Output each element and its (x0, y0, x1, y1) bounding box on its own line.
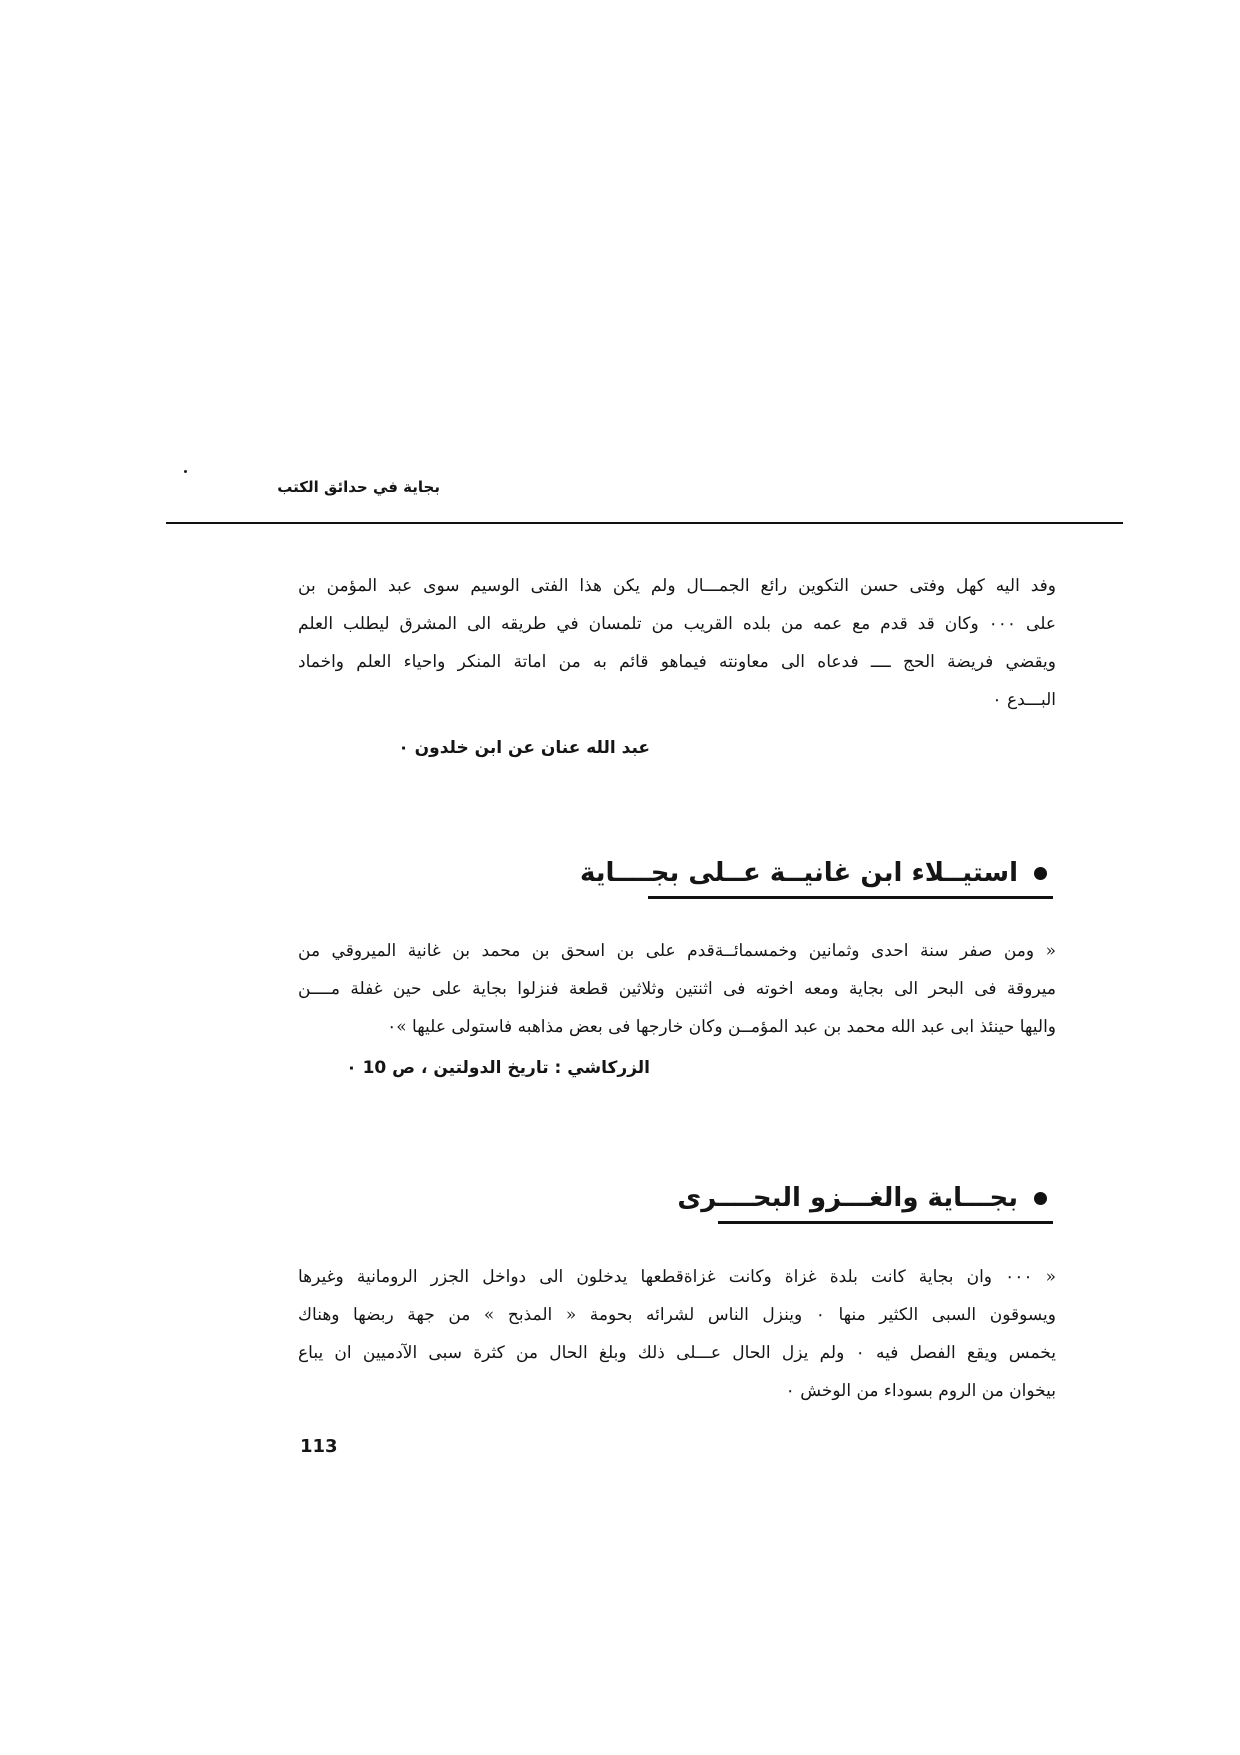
section-heading-ibn-ghaniya (580, 858, 1047, 888)
header-rule (166, 522, 1123, 524)
text-line: واليها حينئذ ابى عبد الله محمد بن عبد المؤمــن وكان خارجها فى بعض مذاهبه فاستولى عليها »٠ (387, 1017, 1056, 1037)
heading-underline (648, 896, 1053, 899)
text-line: ميروقة فى البحر الى بجاية ومعه اخوته فى اثنتين وثلاثين قطعة فنزلوا بجاية على حين غفلة مــــن (298, 979, 1056, 999)
section-heading-naval-raids (677, 1183, 1047, 1213)
text-line: « ٠٠٠ وان بجاية كانت بلدة غزاة وكانت غزاةقطعها يدخلون الى دواخل الجزر الرومانية وغيرها (298, 1267, 1056, 1287)
text-line: ويقضي فريضة الحج ــــ فدعاه الى معاونته فيماهو قائم به من اماتة المنكر واحياء العلم واخماد (298, 652, 1056, 672)
paragraph-naval-raids (298, 1258, 1056, 1410)
text-line: يخمس ويقع الفصل فيه ٠ ولم يزل الحال عـــلى ذلك وبلغ الحال من كثرة سبى الآدميين ان يباع (298, 1343, 1056, 1363)
text-line: على ٠٠٠ وكان قد قدم مع عمه من بلده القريب من تلمسان في طريقه الى المشرق ليطلب العلم (298, 614, 1056, 634)
paragraph-intro (298, 567, 1056, 719)
running-header: بجاية في حدائق الكتب (277, 478, 440, 496)
bullet-icon (1034, 1192, 1047, 1205)
margin-mark (184, 470, 187, 473)
text-line: البـــدع ٠ (992, 690, 1056, 710)
heading-text: استيــلاء ابن غانيــة عــلى بجــــاية (579, 858, 1018, 888)
heading-text: بجـــاية والغـــزو البحــــرى (677, 1183, 1018, 1213)
citation-inan: عبد الله عنان عن ابن خلدون ٠ (398, 738, 650, 758)
text-line: ويسوقون السبى الكثير منها ٠ وينزل الناس لشرائه بحومة « المذبح » من جهة ربضها وهناك (298, 1305, 1056, 1325)
text-line: بيخوان من الروم بسوداء من الوخش ٠ (785, 1381, 1056, 1401)
citation-zarkashi: الزركاشي : تاريخ الدولتين ، ص 10 ٠ (346, 1058, 650, 1078)
bullet-icon (1034, 867, 1047, 880)
text-line: « ومن صفر سنة احدى وثمانين وخمسمائــةقدم على بن اسحق بن محمد بن غانية الميروقي من (298, 941, 1056, 961)
page-number: 113 (300, 1436, 338, 1457)
paragraph-ibn-ghaniya (298, 932, 1056, 1046)
heading-underline (718, 1221, 1053, 1224)
text-line: وفد اليه كهل وفتى حسن التكوين رائع الجمـــال ولم يكن هذا الفتى الوسيم سوى عبد المؤمن بن (298, 576, 1056, 596)
